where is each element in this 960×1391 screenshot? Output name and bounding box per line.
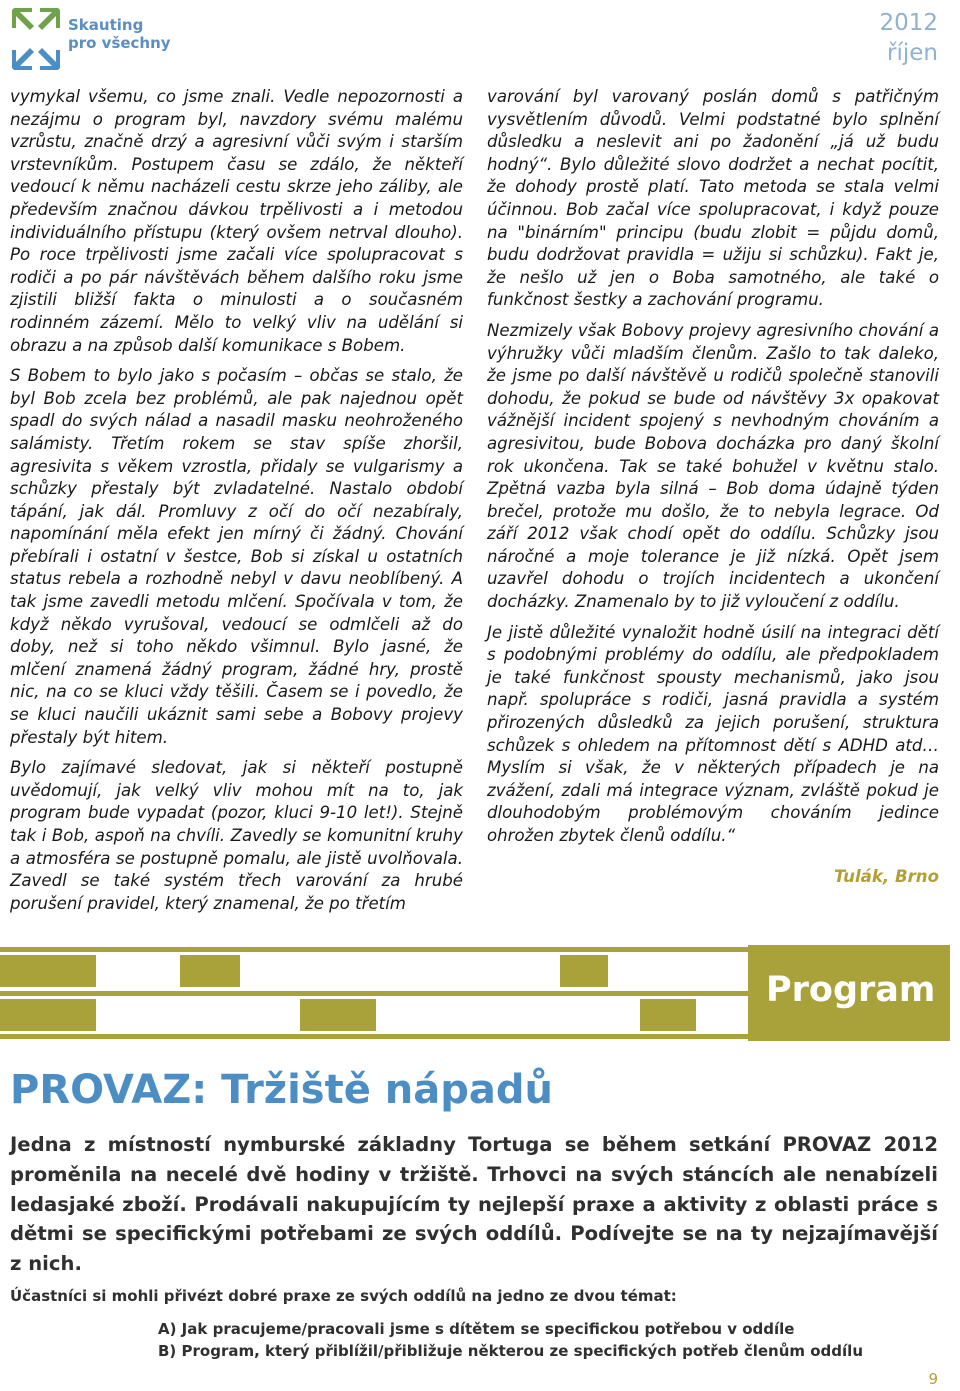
right-column — [487, 86, 939, 896]
paragraph: S Bobem to bylo jako s počasím – občas se stalo, že byl Bob zcela bez problémů, ale pak najednou opět spadl do svých nálad a nasadil masku neohroženého salámisty. Třetím rokem se stav spíše zhoršil, agresivita s věkem vzrostla, přidaly se vulgarismy a schůzky přestaly být zvladatelné. Nastalo období tápání, jak dál. Promluvy z očí do očí nezabíraly, napomínání měla efekt jen mírný či žádný. Chování přebírali i ostatní v šestce, Bob si získal u ostatních status rebela a rozhodně nebyl v davu neoblíbený. A tak jsme zavedli metodu mlčení. Spočívala v tom, že když někdo vyrušoval, vedoucí se odmlčeli až do doby, než si toho někdo všimnul. Bylo jasné, že mlčení znamená žádný program, žádné hry, prostě nic, na co se kluci vždy těšili. Časem se i povedlo, že se kluci naučili ukáznit sami sebe a Bobovy projevy přestaly být hitem. — [10, 366, 463, 747]
band-stripe — [0, 1034, 748, 1039]
issue-year: 2012 — [879, 10, 938, 36]
logo-text — [68, 16, 171, 52]
paragraph: vymykal všemu, co jsme znali. Vedle nepozornosti a nezájmu o program byl, navzdory svému malému vzrůstu, značně drzý a agresivní vůči svým i starším vrstevníkům. Postupem času se zdálo, že někteří vedoucí k němu nacházeli cestu skrze jeho záliby, ale především značnou dávkou trpělivosti a i metodou individuálního přístupu (který ovšem netrval dlouho). Po roce trpělivosti jsme začali více spolupracovat s rodiči a po pár návštěvách během dalšího roku jsme zjistili bližší fakta o minulosti a o současném rodinném zázemí. Mělo to velký vliv na udělání si obrazu a na způsob další komunikace s Bobem. — [10, 87, 463, 355]
paragraph: Je jistě důležité vynaložit hodně úsilí na integraci dětí s podobnými problémy do oddílu, ale předpokladem je také funkčnost spousty mechanismů, jako jsou např. spolupráce s rodiči, jasná pravidla a systém přirozených důsledků za jejich porušení, struktura schůzek s ohledem na přítomnost dětí s ADHD atd… Myslím si však, že v některých případech je na zvážení, zdali má integrace význam, zvláště pokud je dlouhodobým problémovým chováním jedince ohrožen zbytek členů oddílu.“ — [487, 622, 939, 845]
topic-item-b: B) Program, který přiblížil/přibližuje některou ze specifických potřeb členům oddílu — [158, 1342, 863, 1360]
topic-item-a: A) Jak pracujeme/pracovali jsme s dítětem se specifickou potřebou v oddíle — [158, 1320, 795, 1338]
band-stripe — [0, 991, 748, 996]
logo — [10, 6, 210, 74]
paragraph: Bylo zajímavé sledovat, jak si někteří postupně uvědomují, jak velký vliv mohou mít na to, jak program bude vypadat (pozor, kluci 9-10 let!). Stejně tak i Bob, aspoň na chvíli. Zavedly se komunitní kruhy a atmosféra se postupně pomalu, ale jistě uvolňovala. Zavedl se také systém třech varování za hrubé porušení pravidel, který znamenal, že po třetím — [10, 758, 463, 913]
band-block — [0, 955, 96, 987]
article-title: PROVAZ: Tržiště nápadů — [10, 1067, 553, 1113]
band-block — [560, 955, 608, 987]
issue-month: říjen — [887, 40, 938, 66]
logo-line-1: Skauting — [68, 16, 144, 34]
article-lead: Jedna z místností nymburské základny Tortuga se během setkání PROVAZ 2012 proměnila na necelé dvě hodiny v tržiště. Trhovci na svých stáncích ale nenabízeli ledasjaké zboží. Prodávali nakupujícím ty nejlepší praxe a aktivity z oblasti práce s dětmi se specifickými potřebami ze svých oddílů. Podívejte se na ty nejzajímavější z nich. — [10, 1133, 938, 1276]
topic-list — [158, 1318, 863, 1362]
band-block — [180, 955, 240, 987]
issue-date — [879, 8, 938, 68]
band-stripe — [0, 947, 748, 952]
band-block — [640, 999, 696, 1031]
logo-line-2: pro všechny — [68, 34, 171, 52]
band-block — [300, 999, 376, 1031]
article-intro: Účastníci si mohli přivézt dobré praxe ze svých oddílů na jedno ze dvou témat: — [10, 1287, 677, 1305]
left-column — [10, 86, 463, 923]
paragraph: varování byl varovaný poslán domů s patřičným vysvětlením důvodů. Velmi podstatné bylo splnění důsledku a neslevit ani po žadonění „já už budu hodný“. Bylo důležité slovo dodržet a nechat pocítit, že dohody prostě platí. Tato metoda se stala velmi účinnou. Bob začal více spolupracovat, i když pouze na "binárním" principu (budu zlobit = půjdu domů, budu dodržovat pravidla = užiju si schůzku). Fakt je, že nešlo už jen o Boba samotného, ale také o funkčnost šestky a zachování programu. — [487, 87, 939, 310]
author-signature: Tulák, Brno — [833, 866, 939, 886]
band-block — [0, 999, 96, 1031]
logo-arrows-icon — [10, 6, 62, 72]
section-label: Program — [766, 970, 936, 1010]
page-number: 9 — [928, 1370, 938, 1388]
paragraph: Nezmizely však Bobovy projevy agresivního chování a výhružky vůči mladším členům. Zašlo to tak daleko, že jsme po další návštěvě u rodičů společně stanovili dohodu, že pokud se bude od návštěvy 3x opakovat vážnější incident spojený s nevhodným chováním a agresivitou, bude Bobova docházka pro daný školní rok ukončena. Tak se také bohužel v květnu stalo. Zpětná vazba byla silná – Bob doma údajně týden brečel, protože mu došlo, že to nebyla legrace. Od září 2012 však chodí opět do oddílu. Schůzky jsou náročné a moje tolerance je již nízká. Opět jsem uzavřel dohodu o trojích incidentech a ukončení docházky. Znamenalo by to již vyloučení z oddílu. — [487, 320, 939, 612]
